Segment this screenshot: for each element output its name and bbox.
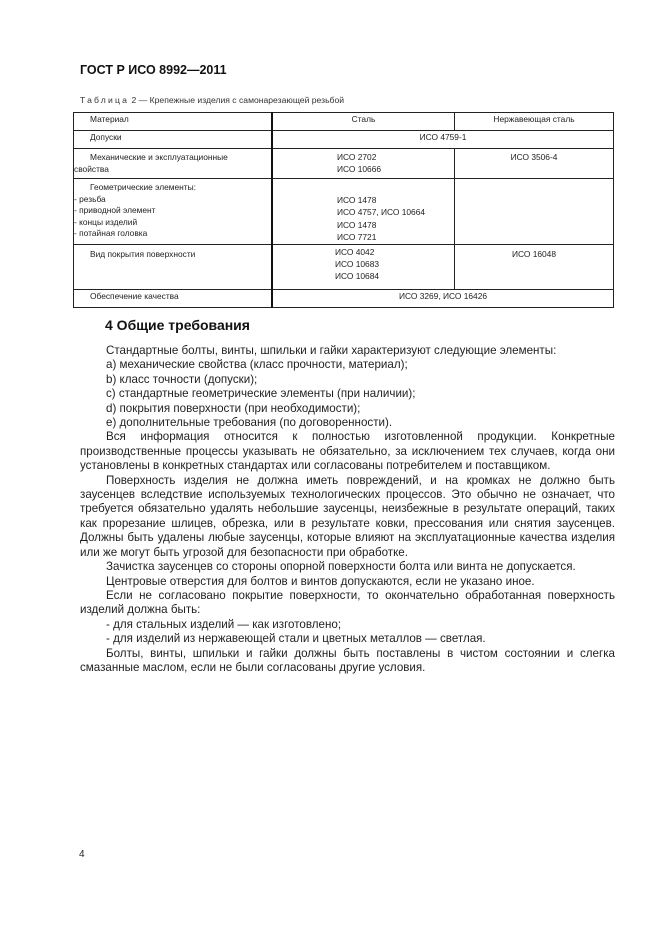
row-label: Вид покрытия поверхности <box>74 244 273 289</box>
header-material: Материал <box>74 113 273 131</box>
row-value: ИСО 3269, ИСО 16426 <box>272 289 614 307</box>
stainless-value: ИСО 3506-4 <box>455 149 614 179</box>
paragraph: Болты, винты, шпильки и гайки должны быть поставлены в чистом состоянии и слегка смазанные маслом, если не были согласованы другие условия. <box>80 646 615 674</box>
list-item: a) механические свойства (класс прочности, материал); <box>106 358 408 372</box>
paragraph: Вся информация относится к полностью изготовленной продукции. Конкретные производственные процессы указывать не обязательно, за исключением тех случаев, когда они установлены в конкретных стандартах или согласованы потребителем и поставщиком. <box>80 430 615 473</box>
table-row-coating <box>74 244 614 289</box>
table-caption-word: Таблица <box>80 95 130 105</box>
paragraph: Зачистка заусенцев со стороны опорной поверхности болта или винта не допускается. <box>106 560 576 574</box>
header-stainless: Нержавеющая сталь <box>455 113 614 131</box>
table-header-row <box>74 113 614 131</box>
row-label: Геометрические элементы: - резьба - приводной элемент - концы изделий - потайная головка <box>74 179 273 245</box>
steel-value: ИСО 1478 ИСО 4757, ИСО 10664 ИСО 1478 ИСО 7721 <box>272 179 455 245</box>
section-body <box>80 344 615 675</box>
table-row-tolerances <box>74 131 614 149</box>
table-row-quality <box>74 289 614 307</box>
row-label: Механические и эксплуатационные свойства <box>74 149 273 179</box>
list-item: d) покрытия поверхности (при необходимости); <box>106 401 361 415</box>
table-caption-text: 2 — Крепежные изделия с самонарезающей резьбой <box>131 95 345 105</box>
paragraph: Поверхность изделия не должна иметь повреждений, и на кромках не должно быть заусенцев вследствие используемых технологических процессов. Это обычно не означает, что требуется обязательно удалять небольшие заусенцы, неизбежные в результате операций, таких как прорезание шлицев, обрезка, или в результате ковки, прессования или снятия заусенцев. Должны быть удалены любые заусенцы, которые влияют на эксплуатационные качества изделия или же могут быть угрозой для безопасности при обработке. <box>80 473 615 559</box>
row-label: Допуски <box>74 131 273 149</box>
fasteners-table <box>73 112 614 308</box>
section-title: 4 Общие требования <box>105 317 250 333</box>
list-item: e) дополнительные требования (по договоренности). <box>106 416 393 430</box>
steel-value: ИСО 2702 ИСО 10666 <box>272 149 455 179</box>
intro-paragraph: Стандартные болты, винты, шпильки и гайки характеризуют следующие элементы: <box>106 344 557 357</box>
stainless-value: ИСО 16048 <box>455 244 614 289</box>
table-caption <box>80 95 344 105</box>
table-row-geometric <box>74 179 614 245</box>
paragraph: Если не согласовано покрытие поверхности, то окончательно обработанная поверхность изделий должна быть: <box>80 588 615 617</box>
row-label: Обеспечение качества <box>74 289 273 307</box>
document-standard-id: ГОСТ Р ИСО 8992—2011 <box>80 63 227 77</box>
list-item: c) стандартные геометрические элементы (при наличии); <box>106 387 416 401</box>
list-item: b) класс точности (допуски); <box>106 372 258 386</box>
steel-value: ИСО 4042 ИСО 10683 ИСО 10684 <box>272 244 455 289</box>
paragraph: Центровые отверстия для болтов и винтов допускаются, если не указано иное. <box>106 574 535 588</box>
table-row-mechanical <box>74 149 614 179</box>
page-number: 4 <box>79 849 85 860</box>
paragraph: - для стальных изделий — как изготовлено; <box>106 617 342 631</box>
header-steel: Сталь <box>272 113 455 131</box>
stainless-value <box>455 179 614 245</box>
paragraph: - для изделий из нержавеющей стали и цветных металлов — светлая. <box>106 632 486 646</box>
row-value: ИСО 4759-1 <box>272 131 614 149</box>
